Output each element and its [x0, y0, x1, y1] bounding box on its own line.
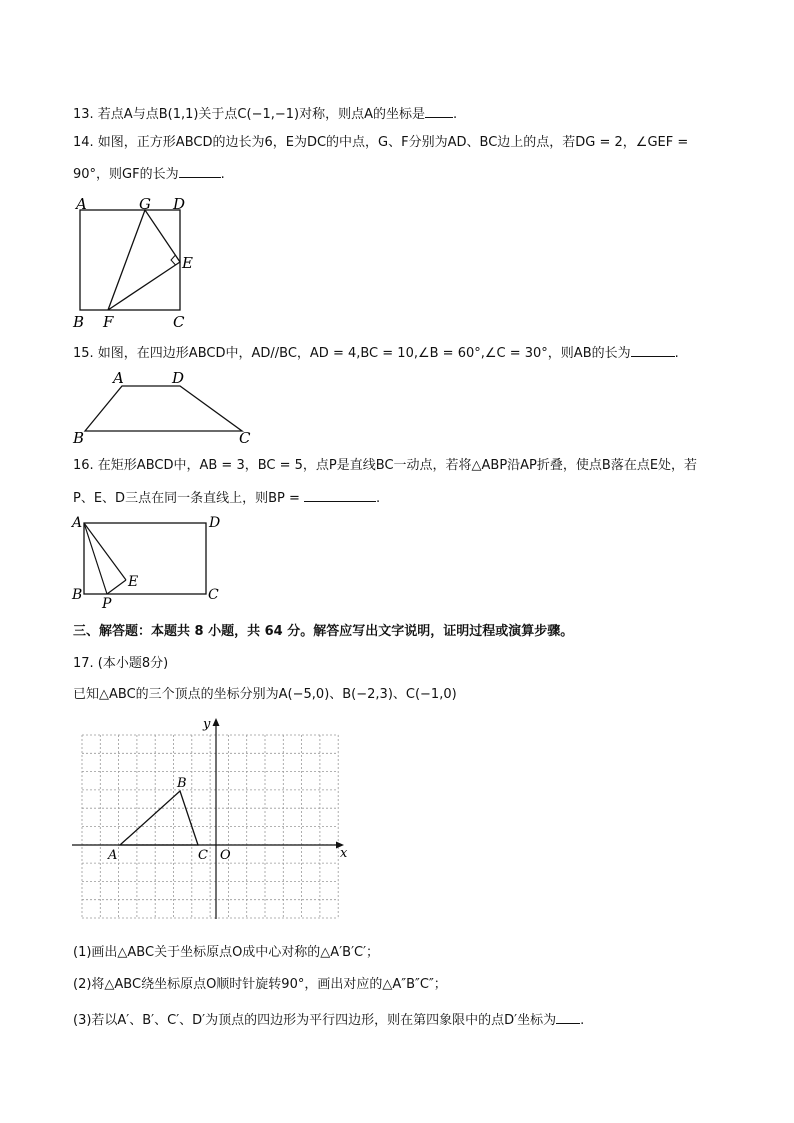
q14-text-end: . — [220, 167, 225, 182]
label-c: C — [208, 587, 219, 603]
y-axis-label: y — [203, 717, 211, 732]
label-a: A — [108, 848, 118, 863]
question-17-part2: (2)将△ABC绕坐标原点O顺时针旋转90°，画出对应的△A″B″C″； — [73, 977, 447, 992]
label-a: A — [113, 369, 124, 387]
question-16-line2 — [73, 488, 380, 508]
label-p: P — [102, 596, 112, 612]
question-14-line2 — [73, 164, 225, 184]
q16-answer-blank[interactable] — [304, 488, 376, 502]
q14-text: 90°，则GF的长为 — [73, 167, 179, 182]
label-e: E — [182, 254, 193, 272]
label-g: G — [139, 195, 151, 213]
q14-figure-square — [70, 194, 210, 332]
q17-part3-text: (3)若以A′、B′、C′、D′为顶点的四边形为平行四边形，则在第四象限中的点D′坐标为 — [73, 1013, 557, 1028]
label-b: B — [177, 776, 187, 791]
q15-answer-blank[interactable] — [631, 343, 675, 357]
x-axis-label: x — [340, 846, 348, 861]
question-17-given: 已知△ABC的三个顶点的坐标分别为A(−5,0)、B(−2,3)、C(−1,0) — [73, 687, 457, 702]
question-17-header: 17. (本小题8分) — [73, 656, 169, 671]
label-b: B — [72, 587, 83, 603]
label-a: A — [76, 195, 87, 213]
q17-part3-end: . — [580, 1013, 585, 1028]
label-d: D — [172, 369, 185, 387]
label-c: C — [239, 429, 251, 446]
rectangle-abcd — [84, 523, 206, 594]
triangle-abc — [120, 791, 198, 845]
segment-ap — [84, 523, 107, 594]
q13-answer-blank[interactable] — [425, 104, 453, 118]
label-c: C — [198, 848, 208, 863]
label-b: B — [73, 429, 85, 446]
q15-figure-trapezoid — [70, 366, 260, 446]
section-3-heading: 三、解答题：本题共 8 小题，共 64 分。解答应写出文字说明，证明过程或演算步骤。 — [73, 624, 574, 639]
q16-text-end: . — [376, 491, 381, 506]
question-17-part1: (1)画出△ABC关于坐标原点O成中心对称的△A′B′C′； — [73, 945, 380, 960]
question-14-line1: 14. 如图，正方形ABCD的边长为6，E为DC的中点，G、F分别为AD、BC边上的点，若DG = 2，∠GEF = — [73, 135, 689, 150]
q17-coordinate-grid — [70, 715, 355, 925]
q16-figure-rectangle — [70, 512, 230, 612]
origin-label: O — [220, 848, 231, 863]
q13-text: 13. 若点A与点B(1,1)关于点C(−1,−1)对称，则点A的坐标是 — [73, 107, 426, 122]
segment-ae — [84, 523, 126, 580]
label-b: B — [73, 313, 85, 331]
q17-answer-blank[interactable] — [556, 1010, 580, 1024]
q15-text: 15. 如图，在四边形ABCD中，AD//BC，AD = 4,BC = 10,∠B = 60°,∠C = 30°，则AB的长为 — [73, 346, 631, 361]
label-d: D — [173, 195, 186, 213]
segment-f-g-e-f — [108, 210, 180, 310]
question-15 — [73, 343, 679, 363]
segment-pe — [107, 580, 126, 594]
q15-text-end: . — [674, 346, 679, 361]
q13-text-end: . — [453, 107, 458, 122]
grid-lines — [82, 735, 338, 918]
trapezoid-abcd — [85, 386, 242, 431]
label-d: D — [209, 515, 221, 531]
y-axis-arrow — [213, 718, 220, 726]
question-17-part3 — [73, 1010, 584, 1030]
q16-text: P、E、D三点在同一条直线上，则BP = — [73, 491, 300, 506]
right-angle-mark — [171, 255, 176, 265]
q14-answer-blank[interactable] — [179, 164, 221, 178]
label-c: C — [173, 313, 185, 331]
label-e: E — [128, 574, 139, 590]
question-13 — [73, 104, 457, 124]
question-16-line1: 16. 在矩形ABCD中，AB = 3，BC = 5，点P是直线BC一动点，若将△ABP沿AP折叠，使点B落在点E处，若 — [73, 458, 698, 473]
label-f: F — [103, 313, 114, 331]
label-a: A — [72, 515, 83, 531]
